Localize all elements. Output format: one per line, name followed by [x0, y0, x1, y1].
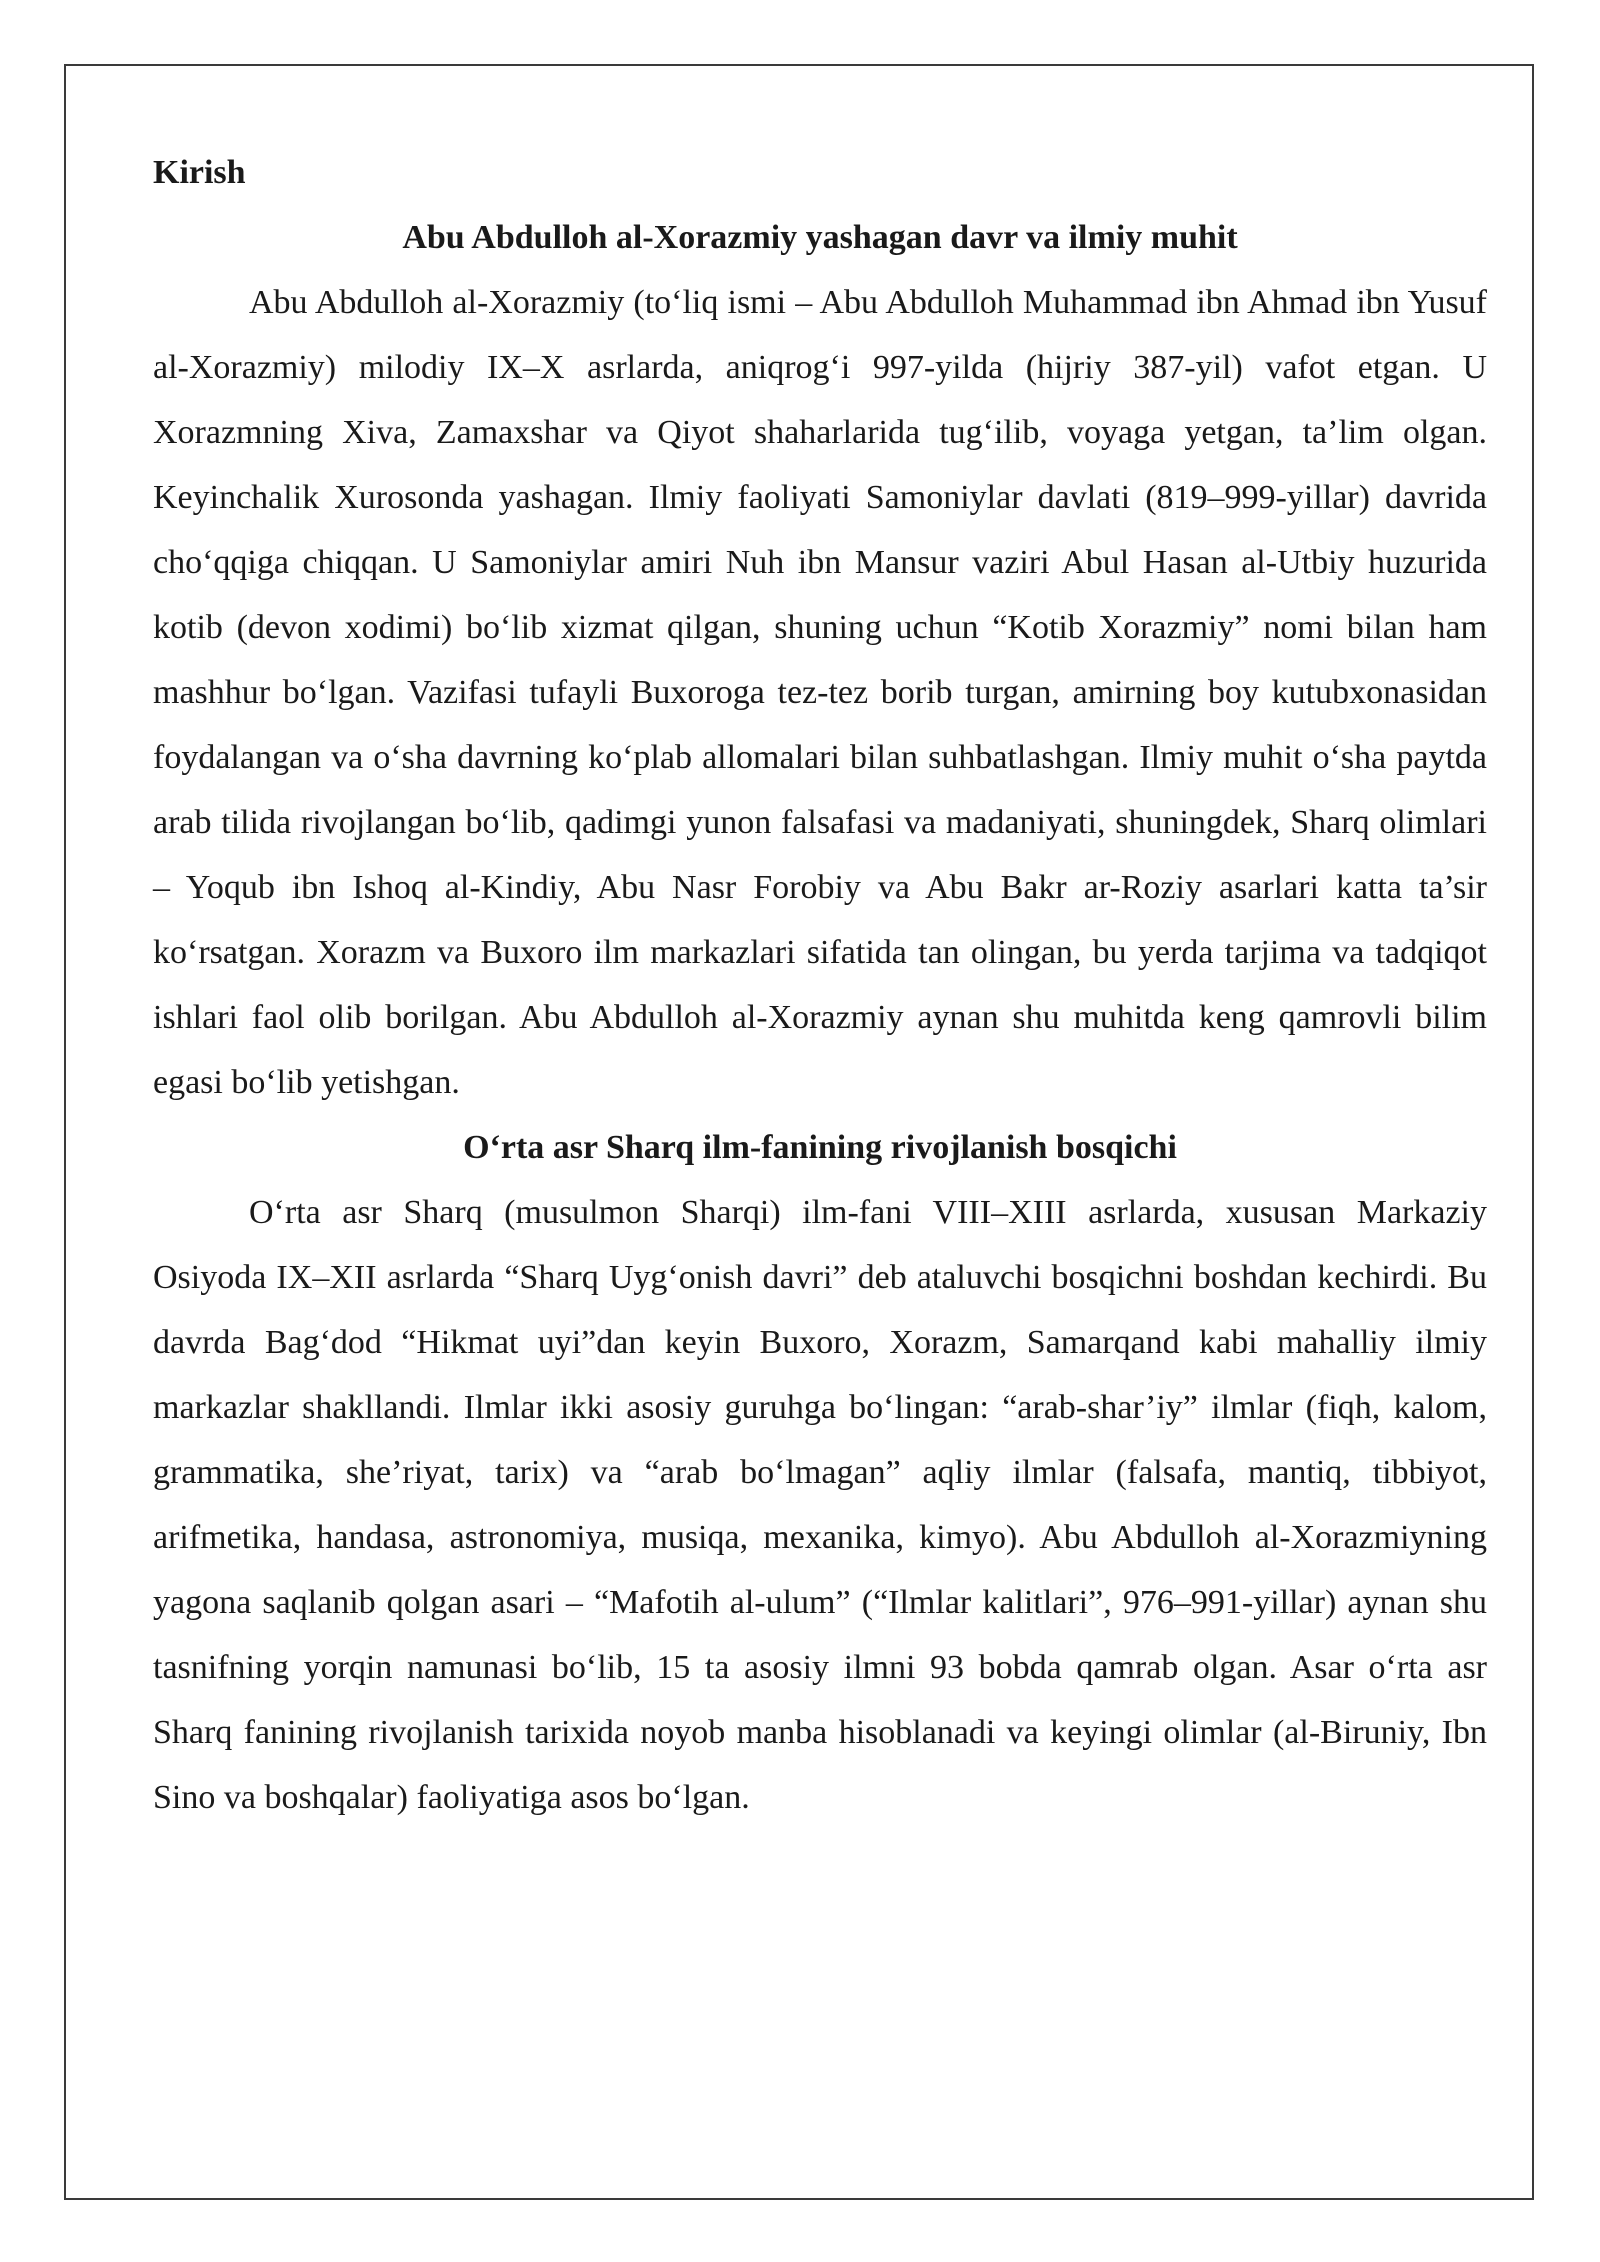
paragraph-development: O‘rta asr Sharq (musulmon Sharqi) ilm-fani VIII–XIII asrlarda, xususan Markaziy Osiyoda IX–XII asrlarda “Sharq Uyg‘onish davri” deb ataluvchi bosqichni boshdan kechirdi. Bu davrda Bag‘dod “Hikmat uyi”dan keyin Buxoro, Xorazm, Samarqand kabi mahalliy ilmiy markazlar shakllandi. Ilmlar ikki asosiy guruhga bo‘lingan: “arab-shar’iy” ilmlar (fiqh, kalom, grammatika, she’riyat, tarix) va “arab bo‘lmagan” aqliy ilmlar (falsafa, mantiq, tibbiyot, arifmetika, handasa, astronomiya, musiqa, mexanika, kimyo). Abu Abdulloh al-Xorazmiyning yagona saqlanib qolgan asari – “Mafotih al-ulum” (“Ilmlar kalitlari”, 976–991-yillar) aynan shu tasnifning yorqin namunasi bo‘lib, 15 ta asosiy ilmni 93 bobda qamrab olgan. Asar o‘rta asr Sharq fanining rivojlanish tarixida noyob manba hisoblanadi va keyingi olimlar (al-Biruniy, Ibn Sino va boshqalar) faoliyatiga asos bo‘lgan.	[153, 1194, 1487, 1816]
section-heading-development: O‘rta asr Sharq ilm-fanining rivojlanish bosqichi	[463, 1129, 1177, 1166]
section-heading-era: Abu Abdulloh al-Xorazmiy yashagan davr va ilmiy muhit	[402, 219, 1238, 256]
intro-heading: Kirish	[153, 154, 246, 191]
document-body	[153, 140, 1487, 1830]
paragraph-era: Abu Abdulloh al-Xorazmiy (to‘liq ismi – Abu Abdulloh Muhammad ibn Ahmad ibn Yusuf al-Xorazmiy) milodiy IX–X asrlarda, aniqrog‘i 997-yilda (hijriy 387-yil) vafot etgan. U Xorazmning Xiva, Zamaxshar va Qiyot shaharlarida tug‘ilib, voyaga yetgan, ta’lim olgan. Keyinchalik Xurosonda yashagan. Ilmiy faoliyati Samoniylar davlati (819–999-yillar) davrida cho‘qqiga chiqqan. U Samoniylar amiri Nuh ibn Mansur vaziri Abul Hasan al-Utbiy huzurida kotib (devon xodimi) bo‘lib xizmat qilgan, shuning uchun “Kotib Xorazmiy” nomi bilan ham mashhur bo‘lgan. Vazifasi tufayli Buxoroga tez-tez borib turgan, amirning boy kutubxonasidan foydalangan va o‘sha davrning ko‘plab allomalari bilan suhbatlashgan. Ilmiy muhit o‘sha paytda arab tilida rivojlangan bo‘lib, qadimgi yunon falsafasi va madaniyati, shuningdek, Sharq olimlari – Yoqub ibn Ishoq al-Kindiy, Abu Nasr Forobiy va Abu Bakr ar-Roziy asarlari katta ta’sir ko‘rsatgan. Xorazm va Buxoro ilm markazlari sifatida tan olingan, bu yerda tarjima va tadqiqot ishlari faol olib borilgan. Abu Abdulloh al-Xorazmiy aynan shu muhitda keng qamrovli bilim egasi bo‘lib yetishgan.	[153, 284, 1487, 1101]
